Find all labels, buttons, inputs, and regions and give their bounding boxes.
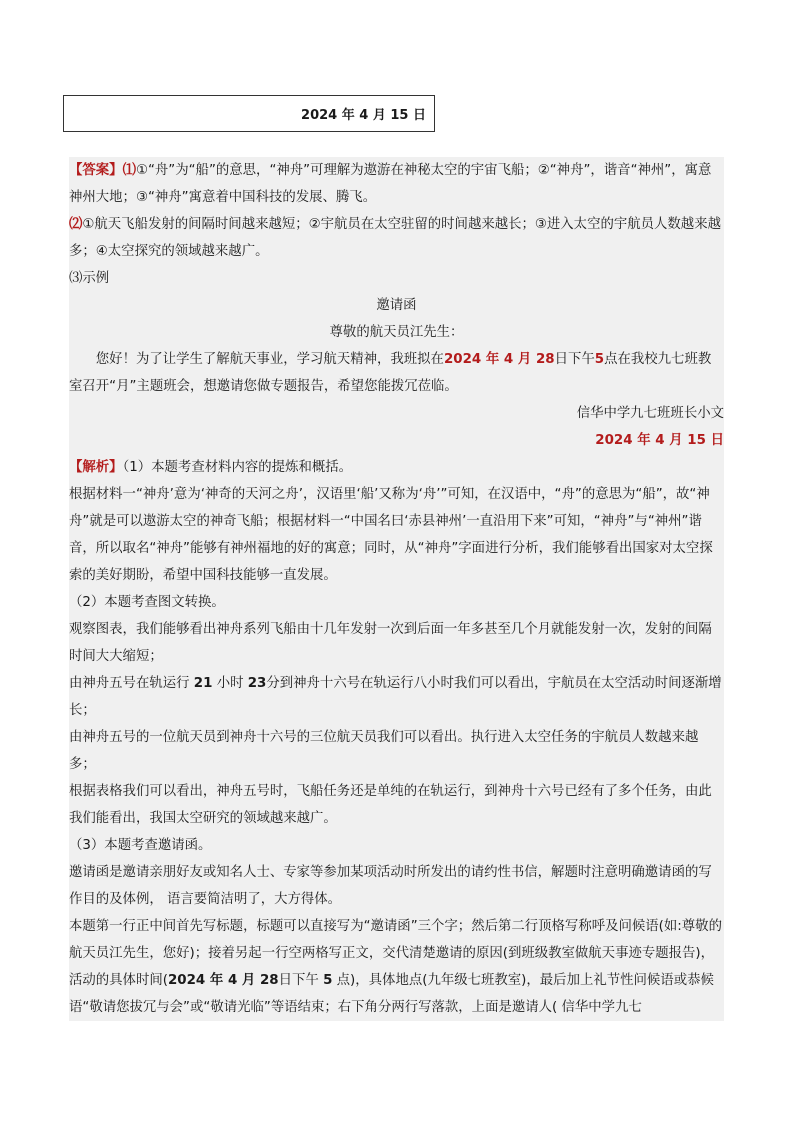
- answer-paragraph-3: ⑶示例: [69, 271, 110, 286]
- answer-p1-number: ⑴: [122, 163, 136, 178]
- answer-p2-number: ⑵: [69, 217, 83, 232]
- letter-title: 邀请函: [376, 298, 417, 313]
- analysis-s2-title: （2）本题考查图文转换。: [69, 595, 225, 610]
- analysis-s2-p1: 观察图表，我们能够看出神舟系列飞船由十几年发射一次到后面一年多甚至几个月就能发射一次，发射的间隔时间大大缩短；: [69, 622, 712, 664]
- letter-salutation: 尊敬的航天员江先生：: [329, 325, 464, 340]
- analysis-s1-text: 根据材料一“神舟’意为‘神奇的天河之舟’，汉语里‘船’又称为‘舟’”可知，在汉语中，“舟”的意思为“船”，故“神舟”就是可以遨游太空的神奇飞船；根据材料一“中国名曰‘赤县神州’一直沿用下来”可知，“神舟”与“神州”谐音，所以取名“神舟”能够有神州福地的好的寓意；同时，从“神舟”字面进行分析，我们能够看出国家对太空探索的美好期盼，希望中国科技能够一直发展。: [69, 487, 713, 583]
- letter-date: 2024 年 4 月 15 日: [595, 433, 724, 448]
- analysis-s1-title: 【解析】（1）本题考查材料内容的提炼和概括。: [69, 460, 353, 475]
- analysis-label: 【解析】: [69, 460, 123, 475]
- answer-content: [69, 157, 724, 1021]
- answer-paragraph-2: [69, 211, 724, 265]
- letter-body-time: 5: [594, 352, 605, 367]
- letter-body: 您好！为了让学生了解航天事业，学习航天精神，我班拟在2024 年 4 月 28日下午5点在我校九七班教室召开“月”主题班会，想邀请您做专题报告，希望您能拨冗莅临。: [69, 352, 712, 394]
- date-box: [63, 95, 435, 132]
- analysis-s2-p4: 根据表格我们可以看出，神舟五号时，飞船任务还是单纯的在轨运行，到神舟十六号已经有了多个任务，由此我们能看出，我国太空研究的领域越来越广。: [69, 784, 712, 826]
- answer-paragraph-1: [69, 157, 724, 211]
- letter-body-date: 2024 年 4 月 28: [443, 352, 555, 367]
- answer-p2-text: ①航天飞船发射的间隔时间越来越短；②宇航员在太空驻留的时间越来越长；③进入太空的宇航员人数越来越多；④太空探究的领域越来越广。: [69, 217, 721, 259]
- analysis-s3-p2: 本题第一行正中间首先写标题，标题可以直接写为“邀请函”三个字；然后第二行顶格写称呼及问候语(如:尊敬的航天员江先生，您好)；接着另起一行空两格写正文，交代清楚邀请的原因(到班级教室做航天事迹专题报告)，活动的具体时间(2024 年 4 月 28日下午 5 点)，具体地点(九年级七班教室)，最后加上礼节性问候语或恭候语“敬请您拔冗与会”或“敬请光临”等语结束；右下角分两行写落款，上面是邀请人( 信华中学九七: [69, 919, 722, 1015]
- analysis-s2-p3: 由神舟五号的一位航天员到神舟十六号的三位航天员我们可以看出。执行进入太空任务的宇航员人数越来越多；: [69, 730, 699, 772]
- answer-label: 【答案】: [69, 163, 123, 178]
- analysis-s3-p1: 邀请函是邀请亲朋好友或知名人士、专家等参加某项活动时所发出的请约性书信，解题时注意明确邀请函的写作目的及体例， 语言要简洁明了，大方得体。: [69, 865, 712, 907]
- analysis-s3-title: （3）本题考查邀请函。: [69, 838, 212, 853]
- date-text: 2024 年 4 月 15 日: [301, 108, 426, 123]
- analysis-s2-p2: 由神舟五号在轨运行 21 小时 23分到神舟十六号在轨运行八小时我们可以看出，宇航员在太空活动时间逐渐增长；: [69, 676, 722, 718]
- answer-p1-text: ①“舟”为“船”的意思，“神舟”可理解为遨游在神秘太空的宇宙飞船；②“神舟”，谐音“神州”，寓意神州大地；③“神舟”寓意着中国科技的发展、腾飞。: [69, 163, 712, 205]
- letter-signature: 信华中学九七班班长小文: [576, 406, 724, 421]
